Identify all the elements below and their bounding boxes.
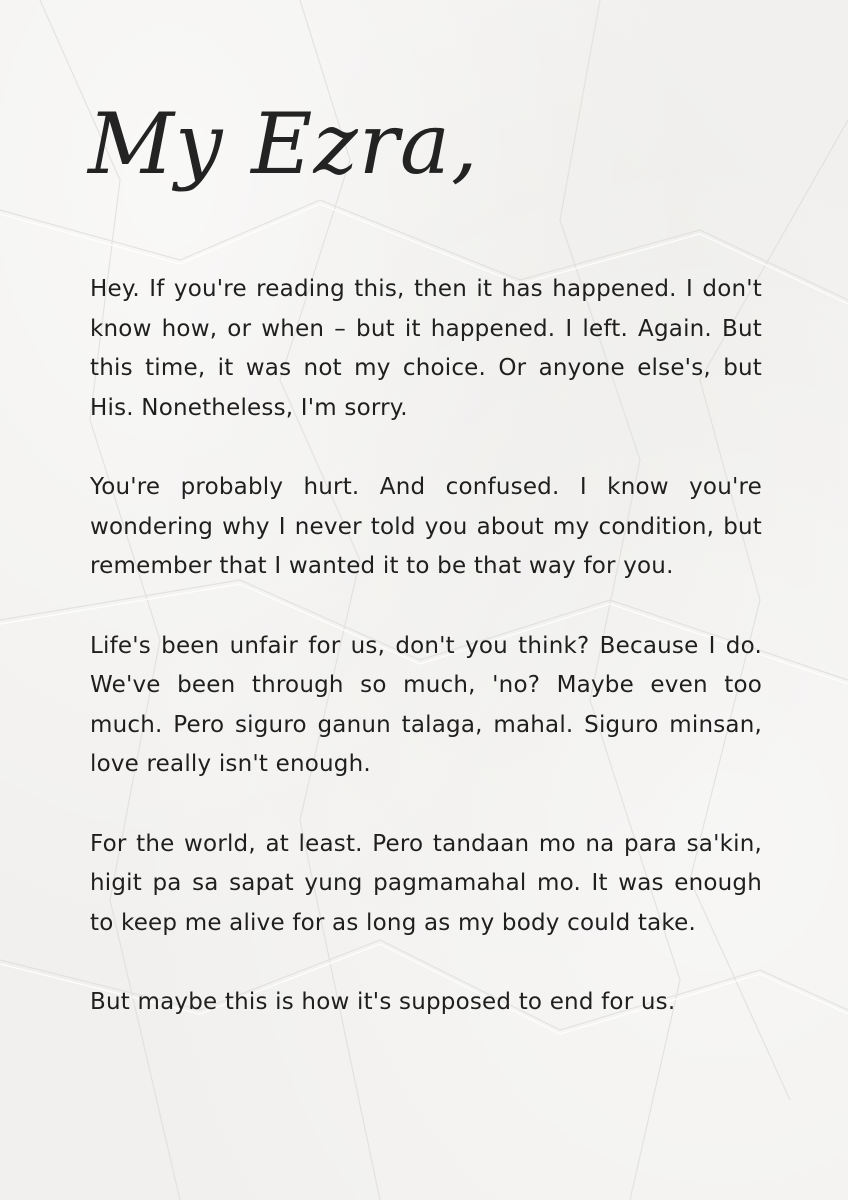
- letter-body: [90, 270, 762, 1063]
- letter-paragraph: Hey. If you're reading this, then it has happened. I don't know how, or when – but it happened. I left. Again. But this time, it was not my choice. Or anyone else's, but His. Nonetheless, I'm sorry.: [90, 276, 762, 421]
- letter-paragraph: But maybe this is how it's supposed to end for us.: [90, 989, 676, 1015]
- letter-paragraph: Life's been unfair for us, don't you think? Because I do. We've been through so much, 'no? Maybe even too much. Pero siguro ganun talaga, mahal. Siguro minsan, love really isn't enough.: [90, 632, 762, 777]
- letter-paragraph: You're probably hurt. And confused. I know you're wondering why I never told you about my condition, but remember that I wanted it to be that way for you.: [90, 474, 762, 579]
- letter-salutation: My Ezra,: [88, 95, 479, 193]
- letter-paragraph: For the world, at least. Pero tandaan mo na para sa'kin, higit pa sa sapat yung pagmamahal mo. It was enough to keep me alive for as long as my body could take.: [90, 830, 762, 936]
